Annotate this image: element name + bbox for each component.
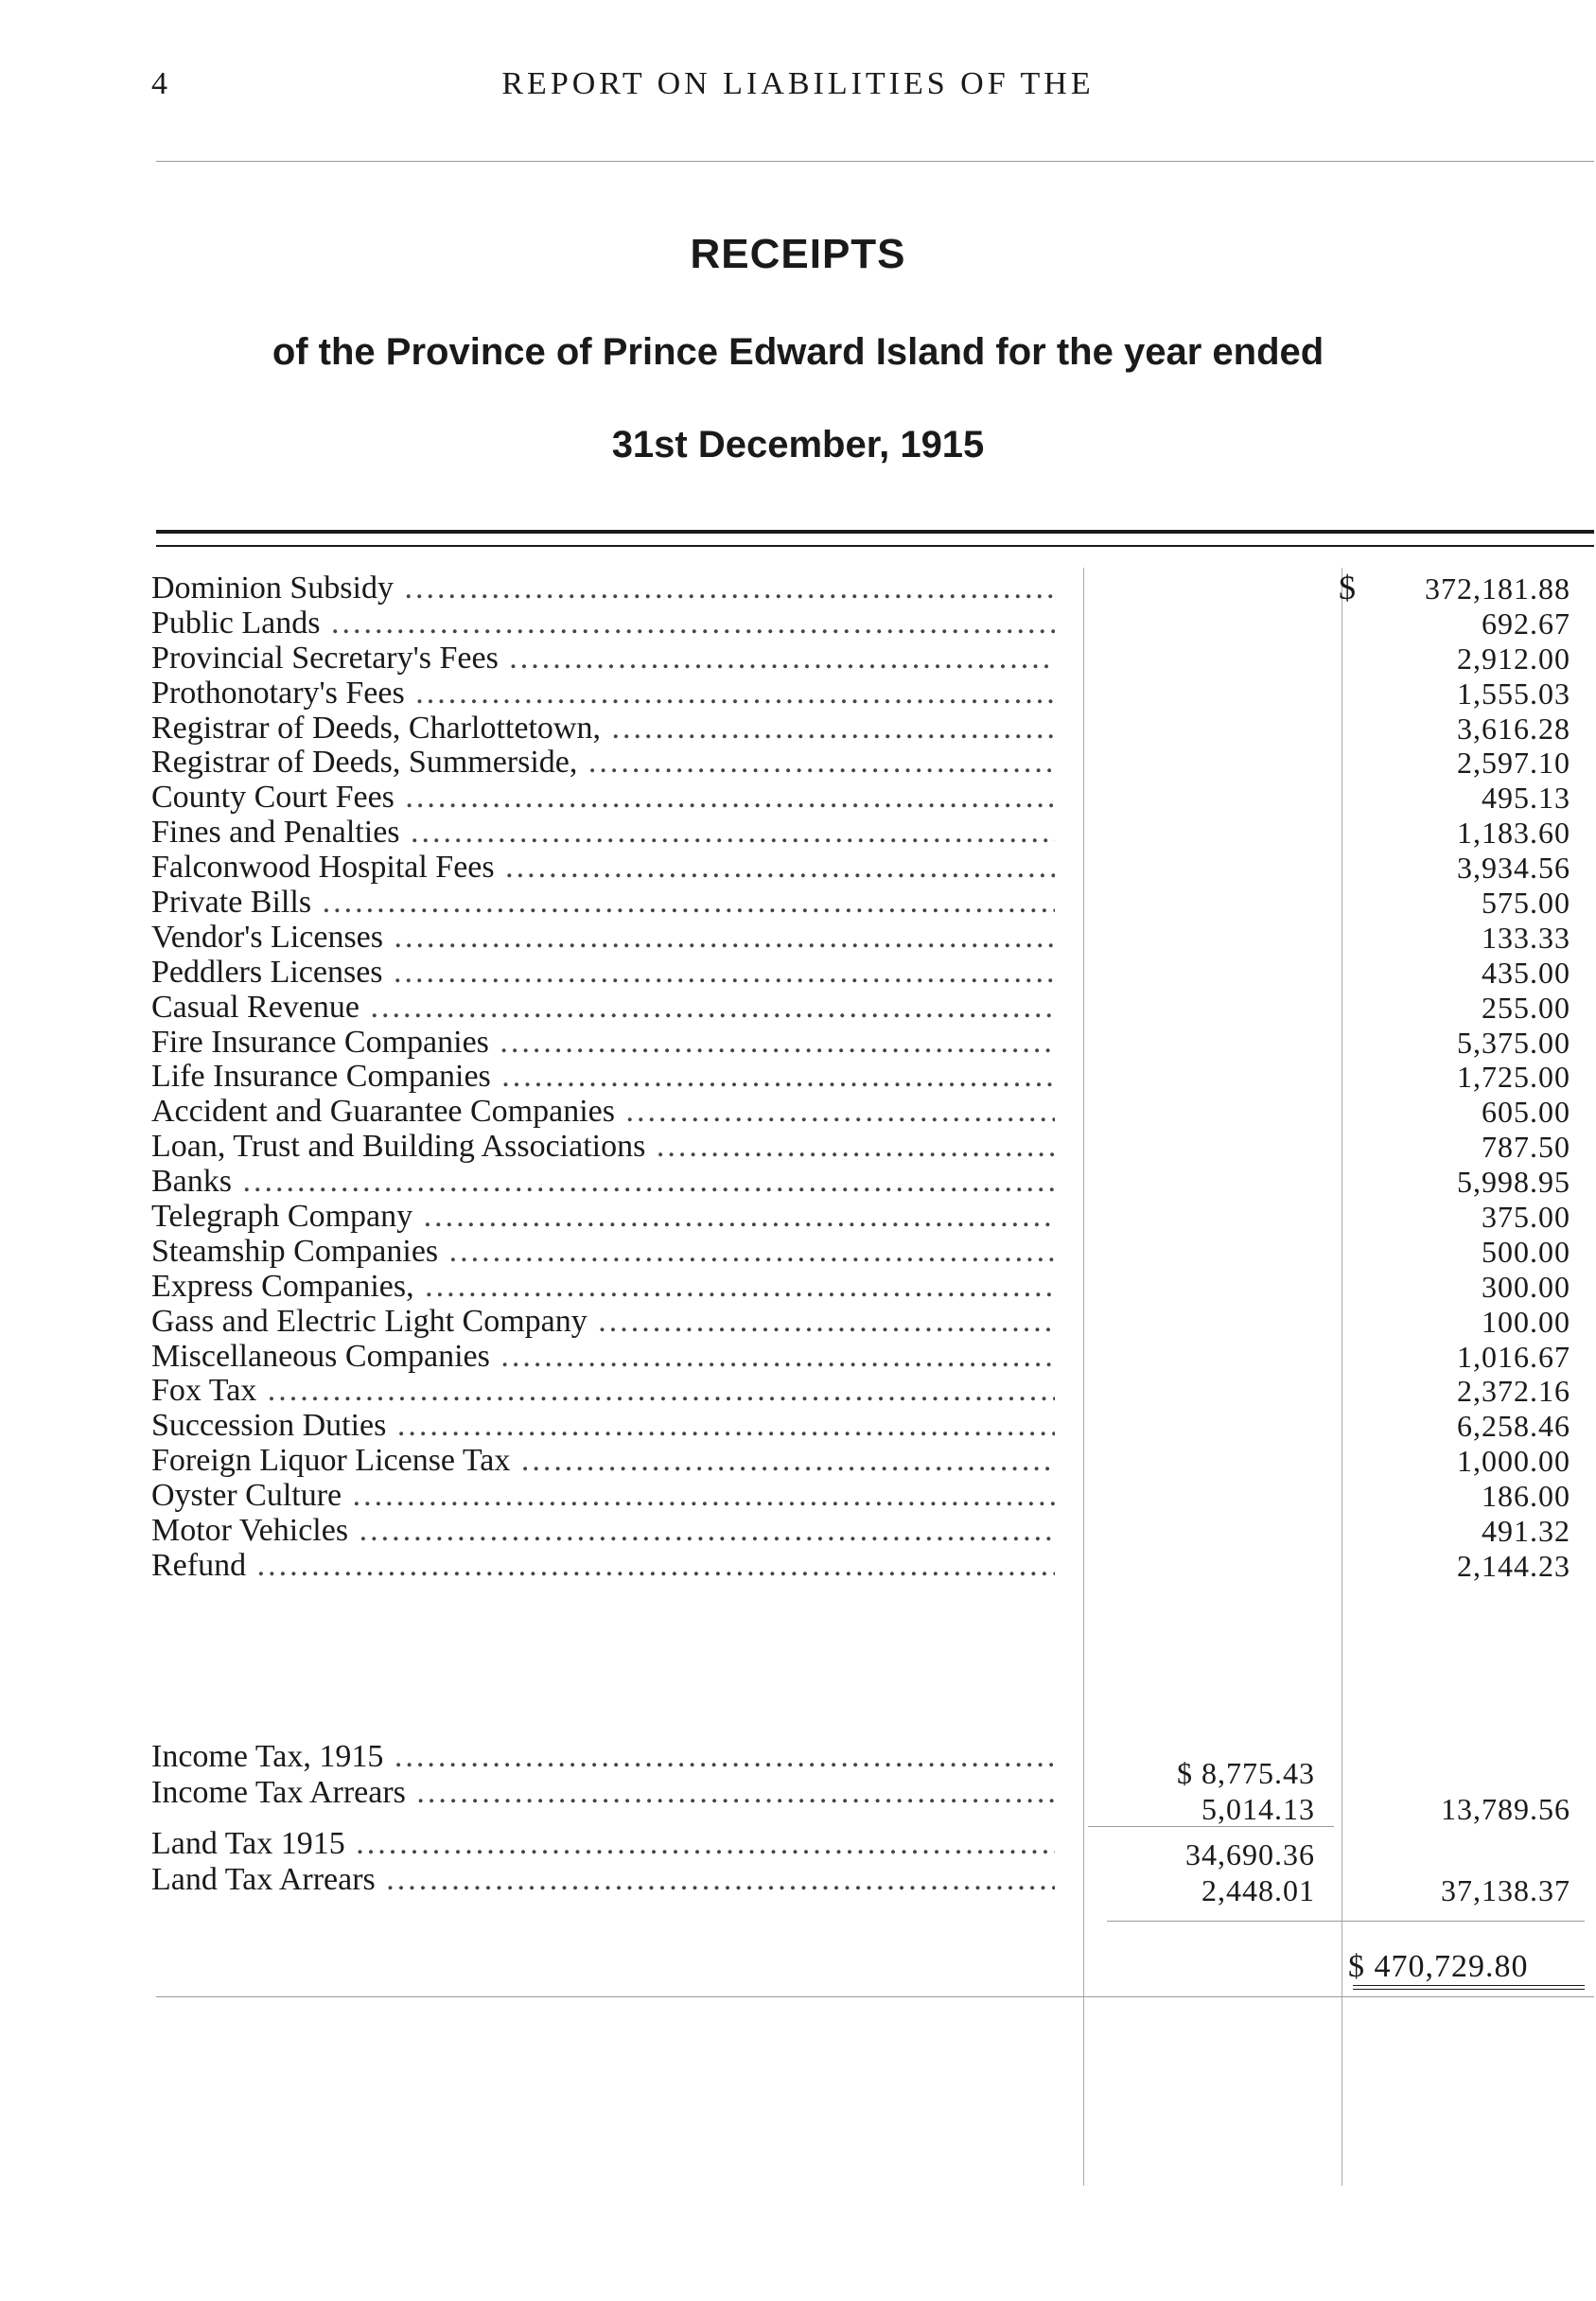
receipt-row — [151, 1095, 1589, 1130]
receipt-row — [151, 781, 1589, 816]
receipt-row — [151, 746, 1589, 781]
income-tax-arrears-amount: 5,014.13 — [1201, 1792, 1315, 1826]
receipt-amount: 6,258.46 — [1457, 1409, 1570, 1444]
receipt-row — [151, 711, 1589, 747]
income-subtotal-rule — [1088, 1826, 1334, 1827]
receipt-amount: 3,934.56 — [1457, 851, 1570, 886]
receipt-amount: 1,725.00 — [1457, 1060, 1570, 1095]
receipt-label: Fines and Penalties ..... — [151, 816, 1055, 851]
receipt-label: Falconwood Hospital Fees ..... — [151, 851, 1055, 886]
receipt-amount: 575.00 — [1482, 886, 1570, 921]
receipt-amount: 2,597.10 — [1457, 746, 1570, 781]
receipt-row — [151, 921, 1589, 956]
land-tax-1915-amount: 34,690.36 — [1185, 1837, 1315, 1871]
receipt-amount: 375.00 — [1482, 1200, 1570, 1235]
page-subtitle: of the Province of Prince Edward Island for the year ended — [272, 331, 1324, 373]
receipt-amount: 372,181.88 — [1425, 571, 1570, 606]
table-top-rule — [156, 530, 1594, 547]
page-title: RECEIPTS — [690, 231, 906, 277]
receipt-row — [151, 606, 1589, 641]
page-number: 4 — [151, 66, 167, 101]
receipt-amount: 1,555.03 — [1457, 676, 1570, 711]
receipt-row — [151, 1305, 1589, 1340]
receipt-amount: 692.67 — [1482, 606, 1570, 641]
receipt-row — [151, 1270, 1589, 1305]
receipt-label: Express Companies, ..... — [151, 1270, 1055, 1305]
tax-subgroups — [151, 1739, 1589, 1909]
receipt-label: Foreign Liquor License Tax ..... — [151, 1444, 1055, 1479]
receipt-row — [151, 571, 1589, 606]
page-date: 31st December, 1915 — [611, 424, 985, 465]
receipt-row — [151, 1514, 1589, 1549]
receipt-amount: 133.33 — [1482, 920, 1570, 955]
receipt-row — [151, 1340, 1589, 1375]
income-tax-1915-amount: $ 8,775.43 — [1177, 1756, 1315, 1790]
receipt-row — [151, 816, 1589, 851]
receipt-label: Oyster Culture ..... — [151, 1479, 1055, 1514]
receipt-label: Fire Insurance Companies ..... — [151, 1026, 1055, 1061]
income-tax-total: 13,789.56 — [1441, 1792, 1570, 1826]
receipt-label: Steamship Companies ..... — [151, 1235, 1055, 1270]
receipt-amount: 495.13 — [1482, 781, 1570, 816]
receipt-amount: 2,144.23 — [1457, 1548, 1570, 1583]
receipt-label: Banks ..... — [151, 1165, 1055, 1200]
receipt-label: Casual Revenue ..... — [151, 991, 1055, 1026]
receipt-row — [151, 1130, 1589, 1165]
header-rule — [156, 161, 1594, 162]
receipt-row — [151, 1235, 1589, 1270]
receipt-row — [151, 1374, 1589, 1409]
income-tax-arrears-label: Income Tax Arrears ..... — [151, 1775, 1055, 1811]
table-bottom-rule — [156, 1996, 1594, 1997]
receipt-label: Dominion Subsidy ..... — [151, 571, 1055, 606]
receipt-row — [151, 1444, 1589, 1479]
receipt-label: Provincial Secretary's Fees ..... — [151, 641, 1055, 676]
receipt-row — [151, 851, 1589, 886]
sum-rule — [1107, 1921, 1585, 1922]
receipt-label: Private Bills ..... — [151, 886, 1055, 921]
receipt-amount: 491.32 — [1482, 1514, 1570, 1549]
receipt-row — [151, 956, 1589, 991]
land-tax-arrears-label: Land Tax Arrears ..... — [151, 1862, 1055, 1898]
receipt-label: County Court Fees ..... — [151, 781, 1055, 816]
receipt-amount: 5,998.95 — [1457, 1165, 1570, 1200]
grand-total: $ 470,729.80 — [1348, 1949, 1529, 1984]
receipt-amount: 500.00 — [1482, 1234, 1570, 1269]
receipt-row — [151, 1026, 1589, 1061]
receipt-row — [151, 1409, 1589, 1444]
land-tax-1915-label: Land Tax 1915 ..... — [151, 1826, 1055, 1862]
receipt-row — [151, 886, 1589, 921]
running-title: REPORT ON LIABILITIES OF THE — [501, 66, 1095, 101]
receipt-label: Gass and Electric Light Company ..... — [151, 1305, 1055, 1340]
receipt-label: Vendor's Licenses ..... — [151, 921, 1055, 956]
receipt-row — [151, 1165, 1589, 1200]
receipt-label: Peddlers Licenses ..... — [151, 956, 1055, 991]
receipt-label: Registrar of Deeds, Summerside, ..... — [151, 746, 1055, 781]
receipt-label: Fox Tax ..... — [151, 1374, 1055, 1409]
land-tax-arrears-amount: 2,448.01 — [1201, 1873, 1315, 1907]
receipt-amount: 787.50 — [1482, 1130, 1570, 1165]
receipt-amount: 2,372.16 — [1457, 1374, 1570, 1409]
dollar-sign: $ — [1339, 569, 1356, 606]
receipt-label: Miscellaneous Companies ..... — [151, 1340, 1055, 1375]
receipt-row — [151, 1200, 1589, 1235]
receipt-amount: 1,000.00 — [1457, 1444, 1570, 1479]
receipt-amount: 255.00 — [1482, 990, 1570, 1025]
receipt-amount: 435.00 — [1482, 955, 1570, 990]
receipt-label: Accident and Guarantee Companies ..... — [151, 1095, 1055, 1130]
receipt-row — [151, 1479, 1589, 1514]
receipt-label: Prothonotary's Fees ..... — [151, 676, 1055, 711]
receipt-label: Life Insurance Companies ..... — [151, 1060, 1055, 1095]
receipt-label: Motor Vehicles ..... — [151, 1514, 1055, 1549]
receipt-amount: 605.00 — [1482, 1095, 1570, 1130]
receipt-label: Loan, Trust and Building Associations ..... — [151, 1130, 1055, 1165]
receipt-amount: 186.00 — [1482, 1479, 1570, 1514]
receipts-list — [151, 571, 1589, 1584]
running-head — [0, 66, 1596, 114]
receipt-label: Registrar of Deeds, Charlottetown, ..... — [151, 711, 1055, 747]
receipt-label: Telegraph Company ..... — [151, 1200, 1055, 1235]
receipt-row — [151, 991, 1589, 1026]
receipt-amount: 100.00 — [1482, 1304, 1570, 1339]
receipt-label: Public Lands ..... — [151, 606, 1055, 641]
land-tax-total: 37,138.37 — [1441, 1873, 1570, 1907]
receipt-label: Succession Duties ..... — [151, 1409, 1055, 1444]
receipt-row — [151, 1549, 1589, 1584]
income-tax-1915-label: Income Tax, 1915 ..... — [151, 1739, 1055, 1775]
receipt-row — [151, 676, 1589, 711]
receipt-amount: 5,375.00 — [1457, 1025, 1570, 1060]
receipt-row — [151, 641, 1589, 676]
receipt-amount: 3,616.28 — [1457, 711, 1570, 746]
receipt-amount: 1,016.67 — [1457, 1339, 1570, 1374]
receipt-row — [151, 1060, 1589, 1095]
receipt-amount: 1,183.60 — [1457, 816, 1570, 851]
receipt-label: Refund ..... — [151, 1549, 1055, 1584]
receipt-amount: 300.00 — [1482, 1269, 1570, 1304]
receipt-amount: 2,912.00 — [1457, 641, 1570, 676]
grand-total-rule — [1353, 1985, 1585, 1990]
